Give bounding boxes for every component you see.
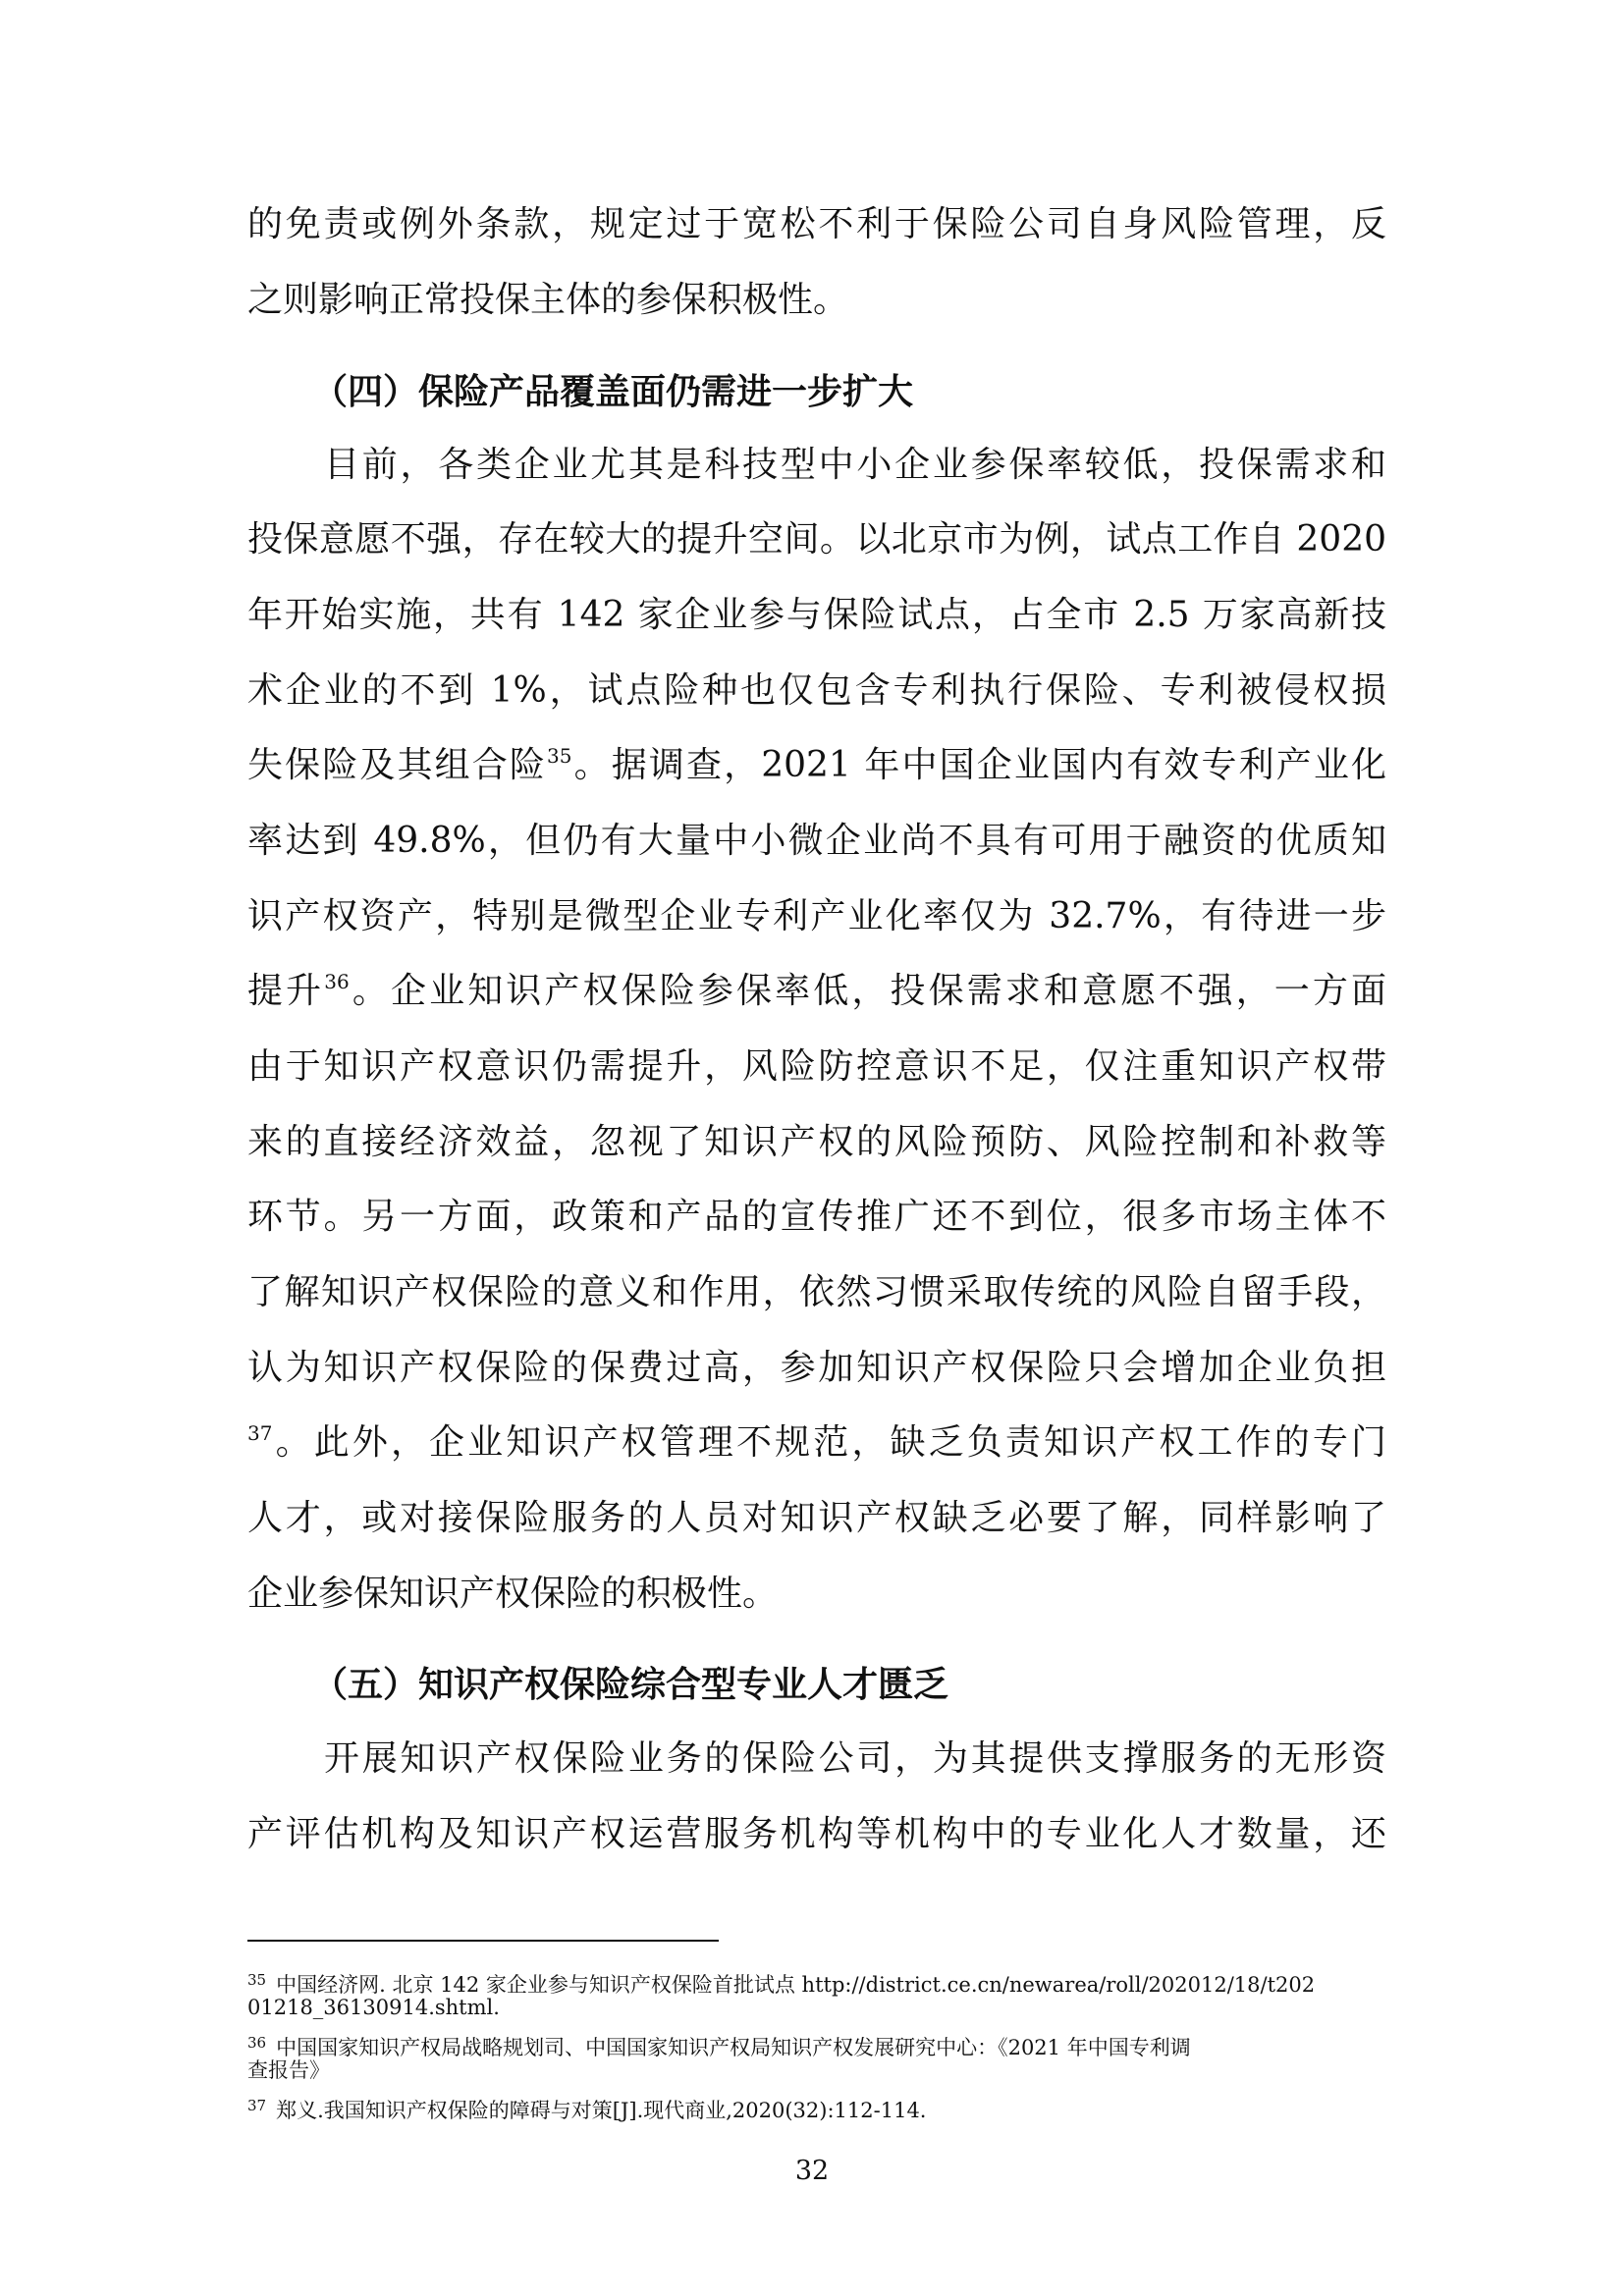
body-text: 。据调查，2021 年中国企业国内有效专利产业化: [571, 745, 1386, 785]
body-line: 之则影响正常投保主体的参保积极性。: [247, 280, 849, 320]
body-line: 产评估机构及知识产权运营服务机构等机构中的专业化人才数量，还: [247, 1814, 1386, 1854]
body-text: 失保险及其组合险: [247, 745, 547, 785]
body-line: 开展知识产权保险业务的保险公司，为其提供支撑服务的无形资: [324, 1738, 1386, 1779]
footnote-number: 35: [247, 1971, 267, 1989]
body-line: 了解知识产权保险的意义和作用，依然习惯采取传统的风险自留手段，: [247, 1272, 1386, 1312]
body-line: 年开始实施，共有 142 家企业参与保险试点，占全市 2.5 万家高新技: [247, 595, 1386, 635]
body-line-with-ref: [247, 742, 1386, 789]
body-line: 目前，各类企业尤其是科技型中小企业参保率较低，投保需求和: [324, 445, 1386, 485]
page-number: 32: [794, 2156, 830, 2186]
body-text: 。企业知识产权保险参保率低，投保需求和意愿不强，一方面: [349, 971, 1386, 1011]
footnote-35-continued: 01218_36130914.shtml.: [247, 1996, 500, 2019]
body-line: 率达到 49.8%，但仍有大量中小微企业尚不具有可用于融资的优质知: [247, 821, 1386, 861]
section-heading-five: （五）知识产权保险综合型专业人才匮乏: [312, 1665, 949, 1705]
footnote-ref-35[interactable]: 35: [547, 744, 572, 768]
body-text: 。此外，企业知识产权管理不规范，缺乏负责知识产权工作的专门: [272, 1422, 1386, 1463]
body-line: 环节。另一方面，政策和产品的宣传推广还不到位，很多市场主体不: [247, 1197, 1386, 1237]
footnote-number: 37: [247, 2097, 267, 2114]
body-line: 识产权资产，特别是微型企业专利产业化率仅为 32.7%，有待进一步: [247, 896, 1386, 936]
footnote-ref-36[interactable]: 36: [324, 970, 350, 993]
section-heading-four: （四）保险产品覆盖面仍需进一步扩大: [312, 372, 914, 412]
footnote-ref-37[interactable]: 37: [247, 1421, 273, 1445]
footnote-37: [247, 2092, 1386, 2124]
footnote-36-continued: 查报告》: [247, 2058, 330, 2082]
body-line: 来的直接经济效益，忽视了知识产权的风险预防、风险控制和补救等: [247, 1122, 1386, 1162]
footnote-text: 中国经济网. 北京 142 家企业参与知识产权保险首批试点 http://district.ce.cn/newarea/roll/202012/18/t202: [276, 1973, 1316, 1997]
body-line: 企业参保知识产权保险的积极性。: [247, 1574, 779, 1614]
body-line: 人才，或对接保险服务的人员对知识产权缺乏必要了解，同样影响了: [247, 1498, 1386, 1538]
footnote-divider: [247, 1940, 719, 1942]
body-text: 提升: [247, 971, 325, 1011]
body-line: 由于知识产权意识仍需提升，风险防控意识不足，仅注重知识产权带: [247, 1046, 1386, 1087]
body-line: 术企业的不到 1%，试点险种也仅包含专利执行保险、专利被侵权损: [247, 670, 1386, 711]
body-line-with-ref: [247, 1419, 1386, 1467]
body-line: 认为知识产权保险的保费过高，参加知识产权保险只会增加企业负担: [247, 1348, 1386, 1388]
footnote-text: 中国国家知识产权局战略规划司、中国国家知识产权局知识产权发展研究中心：《2021 年中国专利调: [276, 2036, 1191, 2059]
footnote-number: 36: [247, 2034, 267, 2052]
body-line: 的免责或例外条款，规定过于宽松不利于保险公司自身风险管理，反: [247, 204, 1386, 244]
footnote-text: 郑义.我国知识产权保险的障碍与对策[J].现代商业,2020(32):112-114.: [276, 2099, 927, 2122]
body-line: 投保意愿不强，存在较大的提升空间。以北京市为例，试点工作自 2020: [247, 519, 1386, 560]
body-line-with-ref: [247, 968, 1386, 1015]
